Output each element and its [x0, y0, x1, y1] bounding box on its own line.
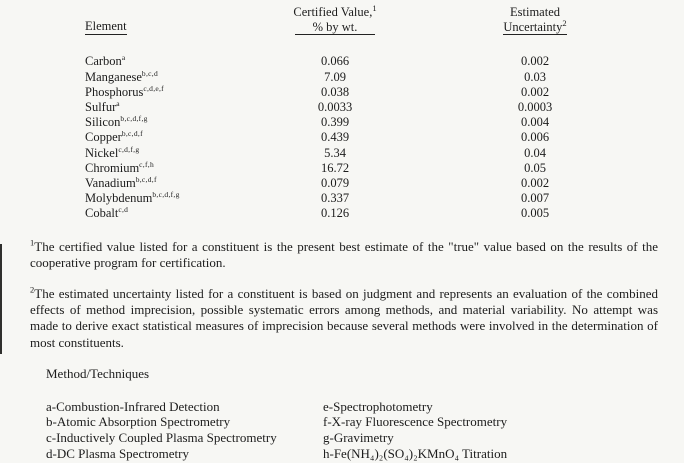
element-cell [85, 85, 255, 100]
element-name: Nickel [85, 145, 119, 160]
footnote-2 [30, 286, 658, 351]
element-cell [85, 161, 255, 176]
certified-value-cell: 0.0033 [317, 100, 353, 115]
footnote-1-marker: 1 [30, 237, 35, 248]
element-cell [85, 176, 255, 191]
certified-value-cell: 5.34 [324, 145, 346, 160]
element-name: Chromium [85, 160, 140, 175]
certified-value-cell: 7.09 [324, 69, 346, 84]
footnote-1 [30, 239, 658, 271]
methods-heading: Method/Techniques [46, 365, 150, 381]
method-footnote-refs: b,c,d,f [135, 174, 157, 184]
uncertainty-cell: 0.004 [520, 115, 550, 130]
method-footnote-refs: c,f,h [139, 159, 154, 169]
uncertainty-cell: 0.04 [524, 145, 546, 160]
certified-value-column-header [255, 2, 415, 35]
element-column-header [85, 5, 255, 35]
element-name: Molybdenum [85, 191, 153, 206]
uncertainty-cell: 0.03 [524, 69, 546, 84]
method-footnote-refs: a [121, 53, 126, 63]
uncertainty-cell: 0.05 [524, 160, 546, 175]
element-cell [85, 70, 255, 85]
table-row [0, 161, 684, 176]
certified-value-cell: 0.399 [320, 115, 350, 130]
method-footnote-refs: b,c,d,f [121, 129, 143, 139]
element-cell [85, 130, 255, 145]
certified-value-footnote-ref: 1 [372, 2, 377, 13]
uncertainty-header-line2: Uncertainty$^2$ [503, 18, 567, 35]
element-cell [85, 115, 255, 130]
element-cell [85, 54, 255, 69]
method-item: e-Spectrophotometry [323, 398, 433, 414]
element-cell [85, 206, 255, 221]
uncertainty-header-line1: Estimated [510, 5, 560, 19]
methods-left-column [46, 399, 323, 461]
element-cell [85, 100, 255, 115]
table-body [0, 54, 684, 221]
method-item: h-Fe(NH₄)₂(SO₄)₂KMnO₄ Titration [323, 445, 508, 461]
method-footnote-refs: b,c,d,f,g [152, 190, 180, 200]
table-row [0, 146, 684, 161]
element-header-label: Element [85, 19, 127, 35]
methods-list [46, 399, 684, 461]
method-footnote-refs: c,d,e,f [143, 83, 164, 93]
footnote-2-marker: 2 [30, 284, 35, 295]
certified-value-header-line2: % by wt. [255, 20, 415, 35]
certified-value-header-line1: Certified Value,$^1$ [293, 2, 377, 19]
certified-value-cell: 0.337 [320, 191, 350, 206]
methods-right-column [323, 399, 684, 461]
uncertainty-cell: 0.007 [520, 191, 550, 206]
certified-values-table [0, 0, 684, 222]
element-name: Vanadium [85, 176, 136, 191]
table-row [0, 54, 684, 69]
footnote-1-text: The certified value listed for a constituent is the present best estimate of the "true" value based on the results of the cooperative program for certification. [30, 238, 658, 270]
table-row [0, 191, 684, 206]
uncertainty-cell: 0.006 [520, 130, 550, 145]
scan-artifact [0, 244, 2, 354]
uncertainty-column-header [415, 5, 655, 35]
table-row [0, 70, 684, 85]
element-name: Copper [85, 130, 122, 145]
table-row [0, 115, 684, 130]
certified-value-cell: 0.439 [320, 130, 350, 145]
table-row [0, 100, 684, 115]
method-item: b-Atomic Absorption Spectrometry [46, 414, 231, 430]
certified-value-cell: 0.066 [320, 54, 350, 69]
method-footnote-refs: c,d,f,g [118, 144, 140, 154]
element-name: Sulfur [85, 100, 117, 115]
element-name: Silicon [85, 115, 121, 130]
certified-value-cell: 16.72 [320, 160, 350, 175]
element-name: Cobalt [85, 206, 119, 221]
footnote-2-text: The estimated uncertainty listed for a constituent is based on judgment and represents an evaluation of the combined effects of method imprecision, possible systematic errors among methods, and material variability. No attempt was made to derive exact statistical measures of imprecision because several methods were involved in the determination of most constituents. [30, 286, 658, 350]
method-footnote-refs: a [116, 98, 120, 108]
uncertainty-cell: 0.002 [520, 54, 550, 69]
method-item: c-Inductively Coupled Plasma Spectrometry [46, 430, 277, 446]
element-name: Manganese [85, 69, 142, 84]
method-item: d-DC Plasma Spectrometry [46, 445, 189, 461]
element-name: Carbon [85, 54, 122, 69]
element-name: Phosphorus [85, 84, 144, 99]
method-item: a-Combustion-Infrared Detection [46, 398, 220, 414]
uncertainty-cell: 0.005 [520, 206, 550, 221]
table-row [0, 206, 684, 221]
method-footnote-refs: c,d [118, 205, 129, 215]
method-item: f-X-ray Fluorescence Spectrometry [323, 414, 508, 430]
table-row [0, 176, 684, 191]
uncertainty-cell: 0.002 [520, 176, 550, 191]
uncertainty-cell: 0.0003 [517, 100, 553, 115]
method-footnote-refs: b,c,d [141, 68, 159, 78]
method-footnote-refs: b,c,d,f,g [120, 114, 148, 124]
table-header-row [0, 2, 684, 35]
element-cell [85, 146, 255, 161]
certified-value-cell: 0.079 [320, 176, 350, 191]
uncertainty-cell: 0.002 [520, 84, 550, 99]
table-row [0, 130, 684, 145]
element-cell [85, 191, 255, 206]
method-item: g-Gravimetry [323, 430, 394, 446]
uncertainty-footnote-ref: 2 [562, 18, 567, 29]
certified-value-cell: 0.038 [320, 84, 350, 99]
certified-value-cell: 0.126 [320, 206, 350, 221]
table-row [0, 85, 684, 100]
